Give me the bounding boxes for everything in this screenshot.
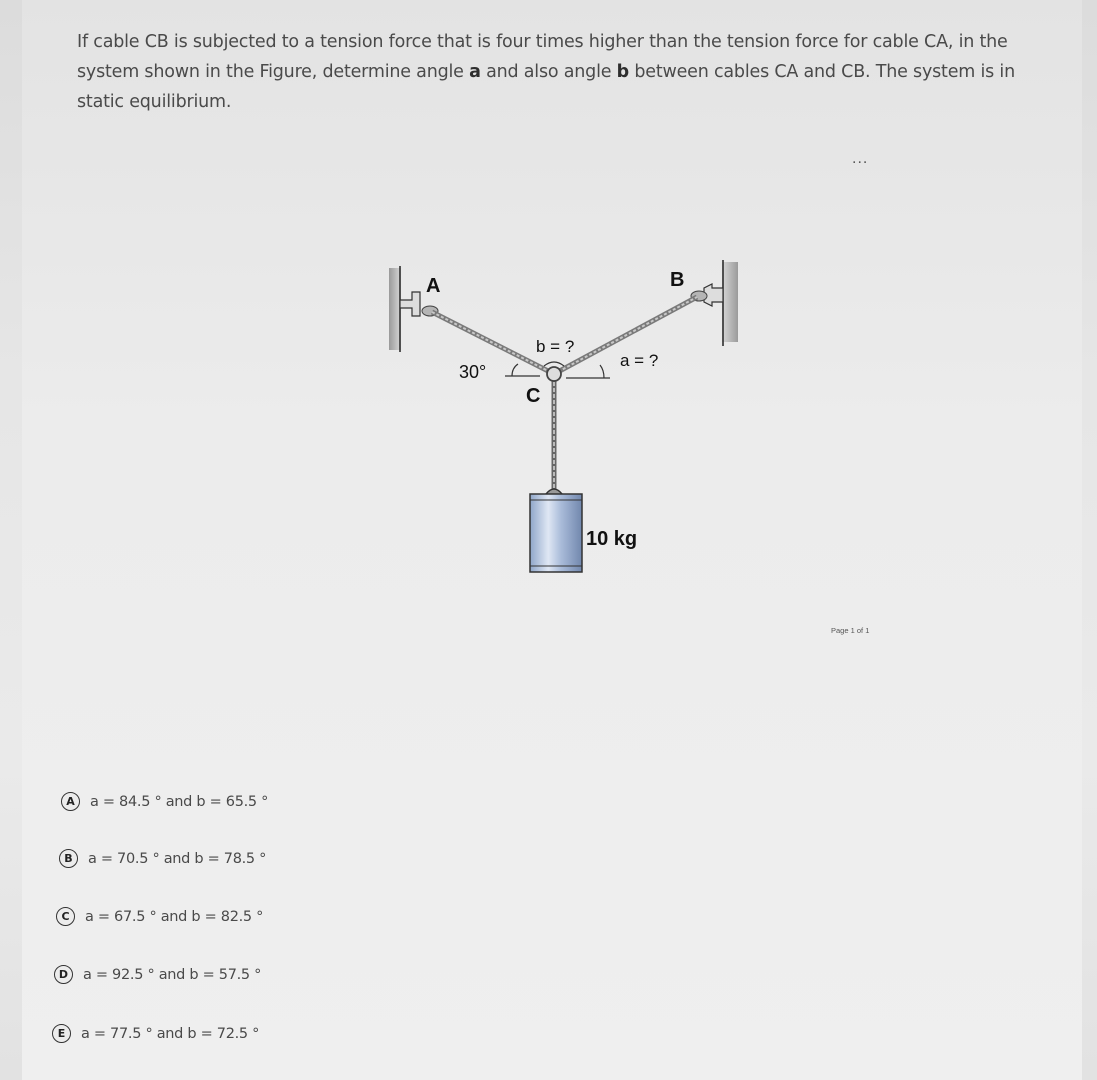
- option-b-text: a = 70.5 ° and b = 78.5 °: [88, 850, 267, 867]
- question-bold-a: a: [469, 62, 481, 82]
- option-e-letter: E: [52, 1024, 71, 1043]
- option-d[interactable]: [54, 965, 261, 984]
- option-e-text: a = 77.5 ° and b = 72.5 °: [81, 1025, 260, 1042]
- label-mass: 10 kg: [586, 528, 638, 550]
- option-b[interactable]: [59, 849, 266, 868]
- option-a-text: a = 84.5 ° and b = 65.5 °: [90, 793, 269, 810]
- option-a[interactable]: [61, 792, 268, 811]
- more-options-icon[interactable]: ...: [852, 150, 869, 167]
- option-d-text: a = 92.5 ° and b = 57.5 °: [83, 966, 262, 983]
- question-part-1: If cable CB is subjected to a tension force that is four times higher than the tension force for cable CA, in the system shown in the Figure, determine angle: [77, 32, 1008, 82]
- label-c: C: [526, 385, 541, 407]
- option-c-text: a = 67.5 ° and b = 82.5 °: [85, 908, 264, 925]
- option-c-letter: C: [56, 907, 75, 926]
- option-c[interactable]: [56, 907, 263, 926]
- angle-a-arc: [600, 365, 604, 378]
- angle-b-arc: [544, 362, 564, 366]
- label-angle-30: 30°: [459, 362, 487, 382]
- question-part-2: and also angle: [480, 62, 617, 82]
- question-part-3: between cables CA and CB. The system is in static equilibrium.: [77, 62, 1015, 112]
- option-d-letter: D: [54, 965, 73, 984]
- mass-block: [530, 494, 582, 572]
- option-e[interactable]: [52, 1024, 259, 1043]
- page-indicator: Page 1 of 1: [831, 626, 870, 635]
- option-b-letter: B: [59, 849, 78, 868]
- label-b: B: [670, 269, 685, 291]
- angle-30-arc: [512, 364, 518, 376]
- label-angle-b: b = ?: [536, 337, 575, 356]
- option-a-letter: A: [61, 792, 80, 811]
- wall-b: [691, 260, 738, 346]
- question-bold-b: b: [616, 62, 629, 82]
- label-a: A: [426, 275, 441, 297]
- label-angle-a: a = ?: [620, 351, 659, 370]
- ring-c: [547, 367, 561, 381]
